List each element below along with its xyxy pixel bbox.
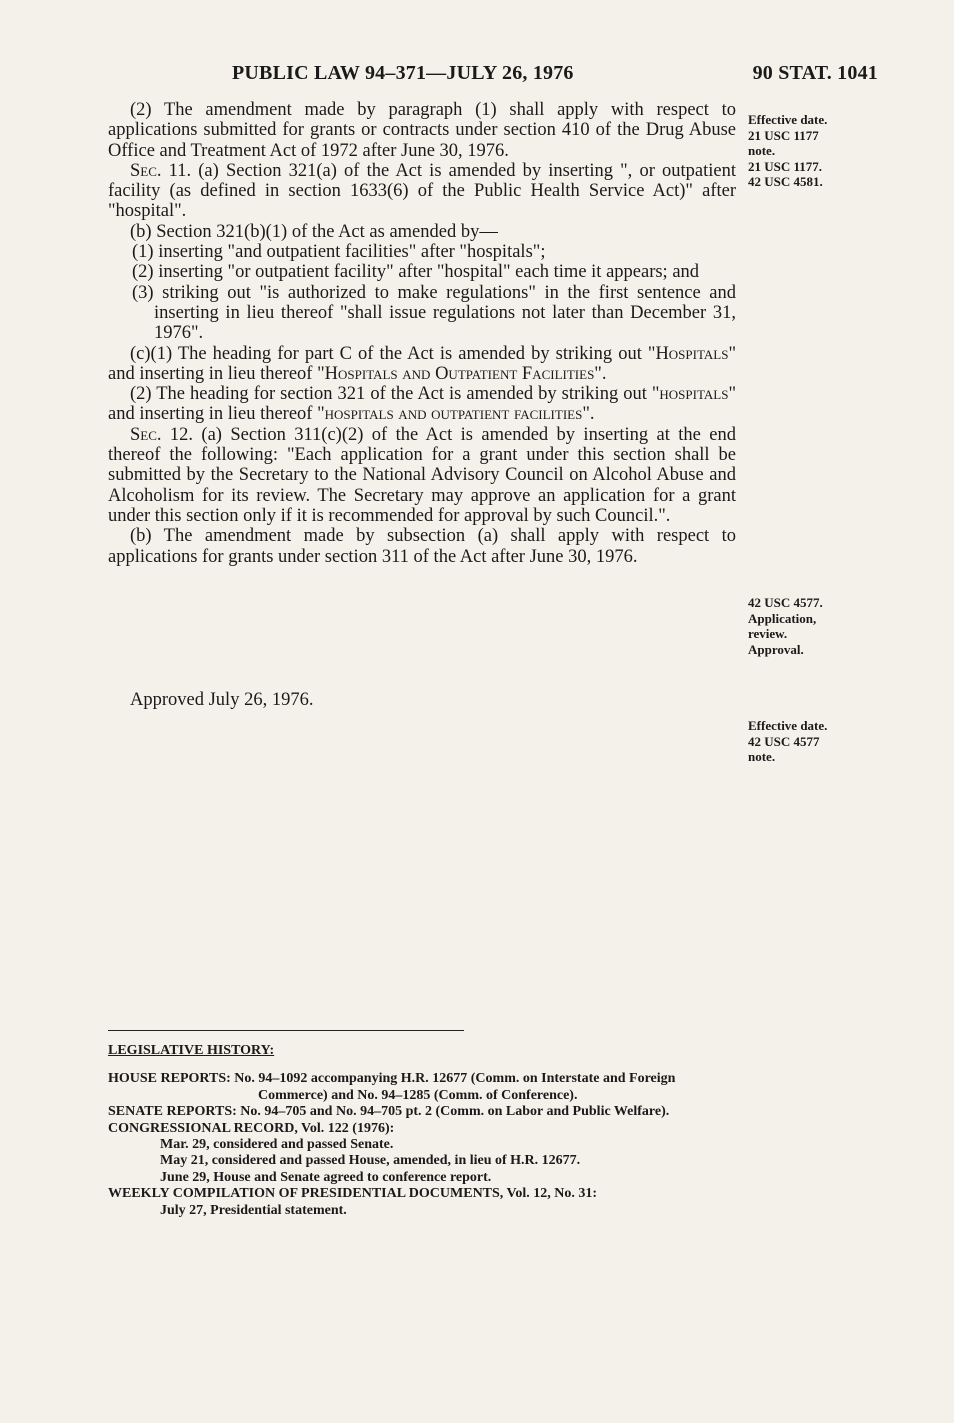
paragraph-11b-1: (1) inserting "and outpatient facilities" after "hospitals"; xyxy=(132,242,546,263)
legislative-history-heading: LEGISLATIVE HISTORY: xyxy=(108,1043,275,1058)
margin-note-effective-date-1: Effective date. 21 USC 1177 note. 21 USC 1177. 42 USC 4581. xyxy=(748,112,828,189)
page-header-title: PUBLIC LAW 94–371—JULY 26, 1976 xyxy=(232,62,574,84)
page-header xyxy=(108,62,878,88)
section-11-label: Sec. 11. xyxy=(130,160,192,181)
p5-hospitals-outpatient: hospitals and outpatient facilities xyxy=(324,404,583,425)
weekly-compilation: WEEKLY COMPILATION OF PRESIDENTIAL DOCUMENTS, Vol. 12, No. 31: xyxy=(108,1186,598,1202)
p4-part-b: " and inserting in lieu thereof " xyxy=(108,343,736,384)
p5-part-c: ". xyxy=(582,404,595,425)
house-reports: HOUSE REPORTS: No. 94–1092 accompanying H.R. 12677 (Comm. on Interstate and Foreign Commerce) and No. 94–1285 (Comm. of Conference). xyxy=(108,1071,676,1103)
senate-reports: SENATE REPORTS: No. 94–705 and No. 94–705 pt. 2 (Comm. on Labor and Public Welfare). xyxy=(108,1104,670,1120)
p4-part-a: (c)(1) The heading for part C of the Act is amended by striking out " xyxy=(130,343,656,364)
p5-part-a: (2) The heading for section 321 of the Act is amended by striking out " xyxy=(130,384,660,405)
congressional-record: CONGRESSIONAL RECORD, Vol. 122 (1976): xyxy=(108,1120,395,1136)
p4-hospitals-outpatient: Hospitals and Outpatient Facilities xyxy=(324,363,595,384)
divider-rule xyxy=(108,1030,464,1031)
cr-item: May 21, considered and passed House, amended, in lieu of H.R. 12677. xyxy=(160,1153,581,1169)
weekly-item: July 27, Presidential statement. xyxy=(160,1202,347,1218)
p4-hospitals: Hospitals xyxy=(655,343,729,364)
cr-item: Mar. 29, considered and passed Senate. xyxy=(160,1137,394,1153)
p5-hospitals: hospitals xyxy=(659,384,729,405)
approval-date: Approved July 26, 1976. xyxy=(130,690,314,710)
legislative-history xyxy=(108,1043,748,1219)
section-12a-text: (a) Section 311(c)(2) of the Act is amended by inserting at the end thereof the following: "Each application for a grant under this section shall be submitted by the Secretary to the National Advisory Council on Alcohol Abuse and Alcoholism for its review. The Secretary may approve an application for a grant under this section only if it is recommended for approval by such Council.". xyxy=(108,424,736,526)
cr-item: June 29, House and Senate agreed to conference report. xyxy=(160,1169,492,1185)
paragraph-11b-2: (2) inserting "or outpatient facility" after "hospital" each time it appears; and xyxy=(132,262,700,283)
body-text xyxy=(108,100,736,567)
margin-note-application-review: 42 USC 4577. Application, review. Approval. xyxy=(748,595,823,657)
section-11a-text: (a) Section 321(a) of the Act is amended by inserting ", or outpatient facility (as defined in section 1633(6) of the Public Health Service Act)" after "hospital". xyxy=(108,160,737,222)
paragraph-section-12b: (b) The amendment made by subsection (a) shall apply with respect to applications for grants under section 311 of the Act after June 30, 1976. xyxy=(108,526,736,567)
paragraph-11b-3: (3) striking out "is authorized to make regulations" in the first sentence and inserting in lieu thereof "shall issue regulations not later than December 31, 1976". xyxy=(132,282,736,344)
margin-note-effective-date-2: Effective date. 42 USC 4577 note. xyxy=(748,718,828,764)
paragraph-section-11c1 xyxy=(108,344,736,385)
paragraph-section-11a xyxy=(108,161,736,222)
paragraph-section-11b: (b) Section 321(b)(1) of the Act as amended by— xyxy=(130,221,498,242)
paragraph-effective-date: (2) The amendment made by paragraph (1) shall apply with respect to applications submitted for grants or contracts under section 410 of the Drug Abuse Office and Treatment Act of 1972 after June 30, 1976. xyxy=(108,100,736,161)
section-12-label: Sec. 12. xyxy=(130,424,194,445)
page-header-stat: 90 STAT. 1041 xyxy=(752,62,878,84)
paragraph-section-12a xyxy=(108,425,736,526)
p5-part-b: " and inserting in lieu thereof " xyxy=(108,384,736,425)
paragraph-section-11c2 xyxy=(108,384,736,425)
p4-part-c: ". xyxy=(594,363,607,384)
